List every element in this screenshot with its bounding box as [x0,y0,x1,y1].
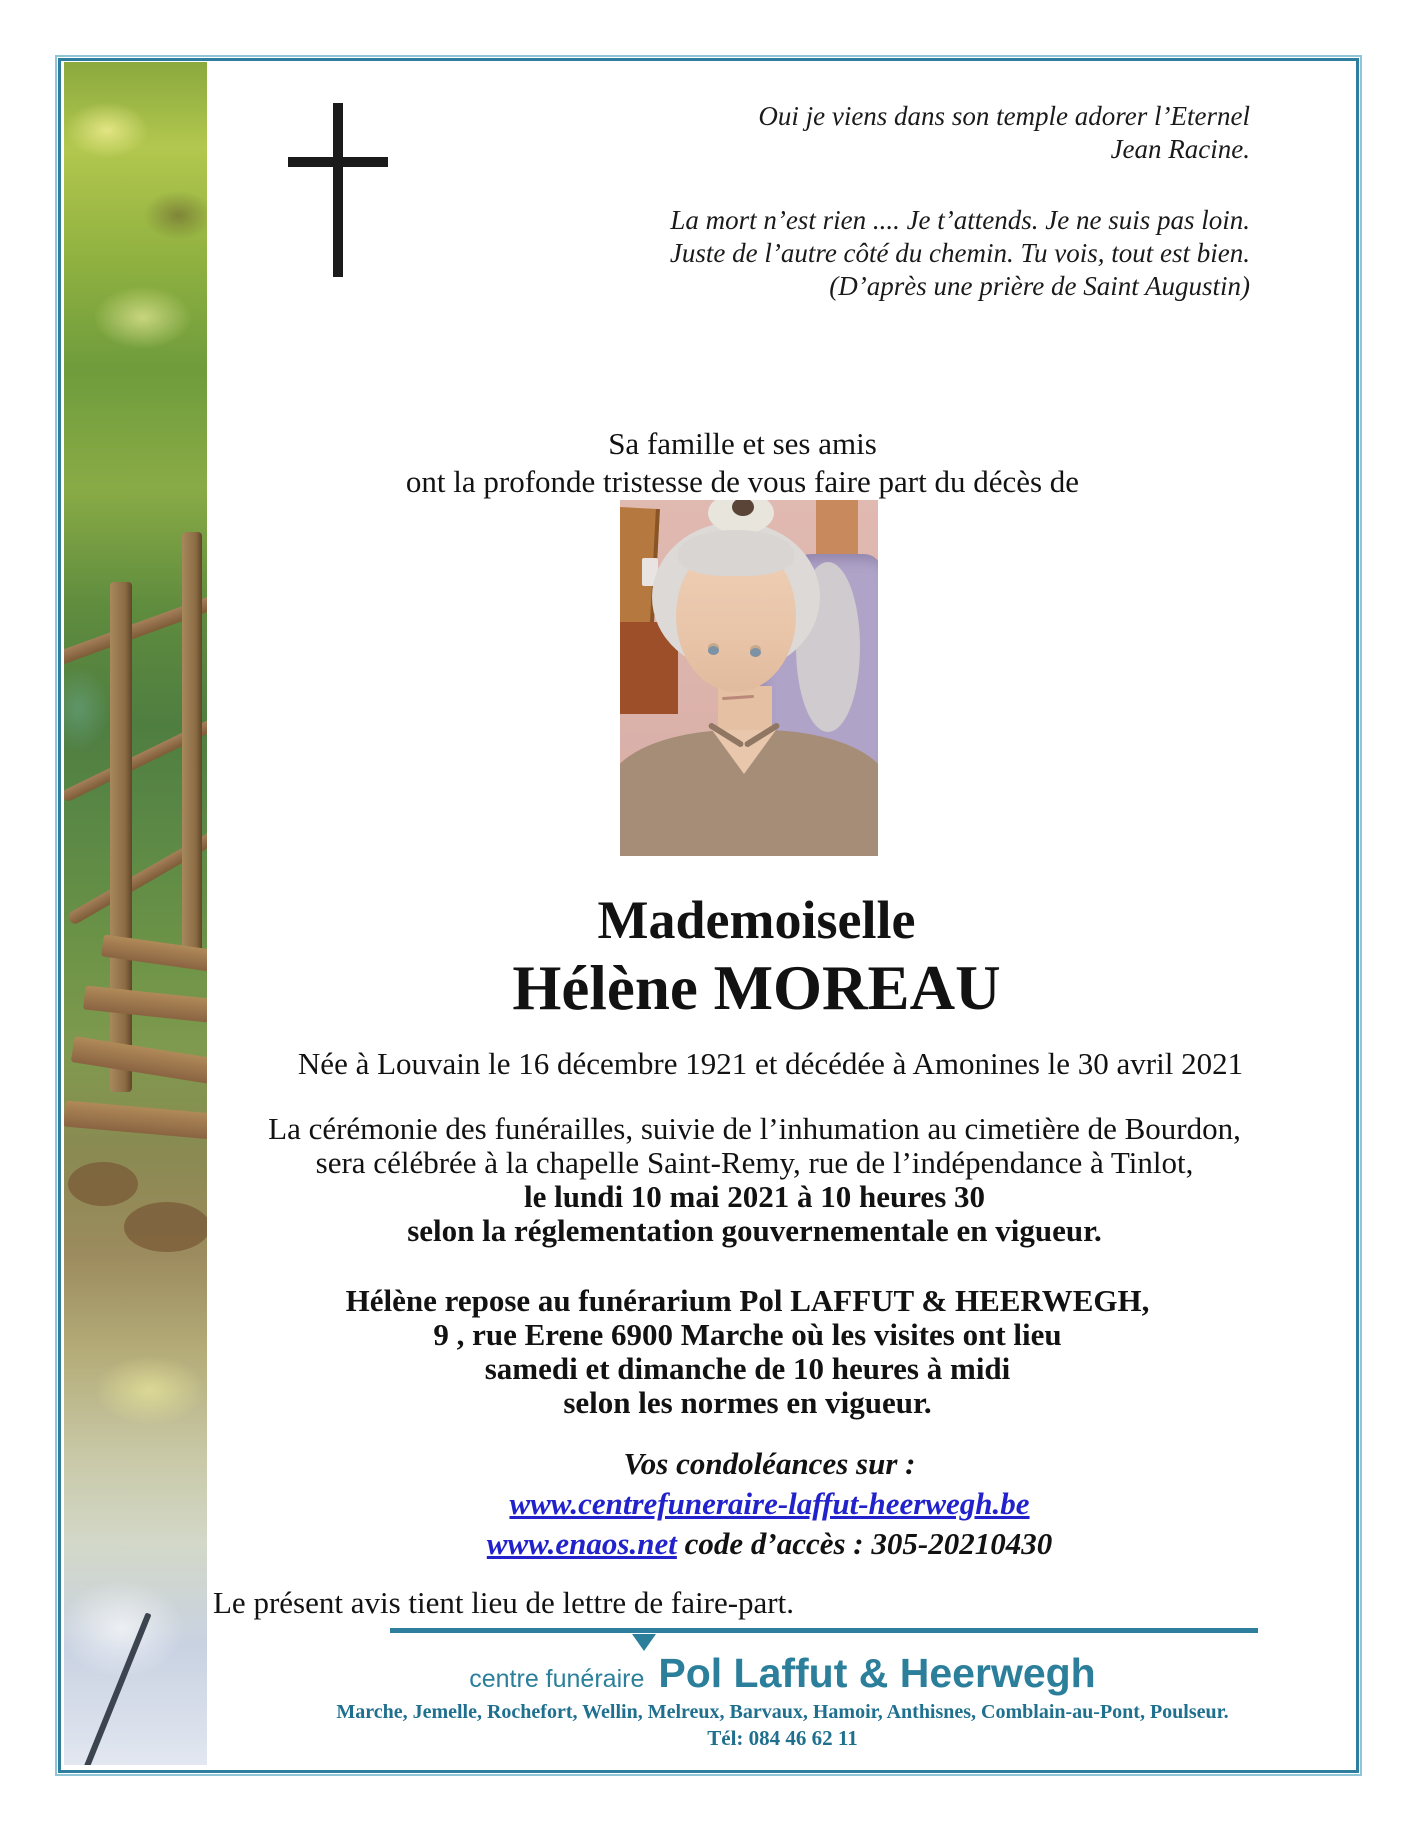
cross-horizontal-bar [288,157,388,167]
ceremony-regulation-line: selon la réglementation gouvernementale en vigueur. [407,1213,1102,1248]
deceased-portrait-photo [620,500,878,856]
condolences-intro: Vos condoléances sur : [623,1446,916,1481]
repose-line: 9 , rue Erene 6900 Marche où les visites ont lieu [433,1317,1062,1352]
condolences-link-enaos[interactable]: www.enaos.net [486,1526,677,1561]
quote-attribution: (D’après une prière de Saint Augustin) [829,271,1250,301]
ceremony-line: La cérémonie des funérailles, suivie de l’inhumation au cimetière de Bourdon, [268,1111,1241,1146]
photo-eye [708,646,719,655]
condolences-link-centrefuneraire[interactable]: www.centrefuneraire-laffut-heerwegh.be [509,1486,1030,1521]
river-bank-rock [68,1162,138,1206]
quote-line: La mort n’est rien .... Je t’attends. Je ne suis pas loin. [670,205,1250,235]
quotes-block [670,100,1250,303]
funeral-home-locations: Marche, Jemelle, Rochefort, Wellin, Melreux, Barvaux, Hamoir, Anthisnes, Comblain-au-Pont, Poulseur. [336,1701,1229,1723]
ceremony-block [177,1112,1332,1248]
photo-eye [750,648,761,657]
repose-line: samedi et dimanche de 10 heures à midi [484,1351,1011,1386]
faire-part-notice: Le présent avis tient lieu de lettre de faire-part. [213,1585,794,1620]
funeral-home-name: Pol Laffut & Heerwegh [658,1650,1095,1697]
announcement-line: Sa famille et ses amis [608,426,877,461]
funeral-home-logo-block [205,1650,1360,1751]
condolences-block [192,1444,1347,1564]
bridge-post [110,582,132,1092]
deceased-title: Mademoiselle [597,890,916,950]
quote-line: Juste de l’autre côté du chemin. Tu vois, tout est bien. [669,238,1250,268]
photo-hairline [678,530,794,576]
life-dates: Née à Louvain le 16 décembre 1921 et décédée à Amonines le 30 avril 2021 [297,1046,1244,1081]
triangle-down-icon [632,1634,656,1651]
ceremony-date-line: le lundi 10 mai 2021 à 10 heures 30 [523,1179,986,1214]
repose-block [170,1284,1325,1420]
condolences-access-code: code d’accès : 305-20210430 [676,1526,1053,1561]
funeral-home-phone: Tél: 084 46 62 11 [707,1726,858,1750]
repose-line: Hélène repose au funérarium Pol LAFFUT & HEERWEGH, [345,1283,1150,1318]
deceased-name: Hélène MOREAU [512,953,1001,1023]
announcement-block [165,425,1320,501]
footer-divider-rule [390,1628,1258,1633]
quote-attribution: Jean Racine. [1110,134,1250,164]
funeral-home-prefix: centre funéraire [469,1665,645,1693]
repose-line: selon les normes en vigueur. [563,1385,932,1420]
quote-line: Oui je viens dans son temple adorer l’Eternel [758,101,1250,131]
announcement-line: ont la profonde tristesse de vous faire part du décès de [405,464,1080,499]
ceremony-line: sera célébrée à la chapelle Saint-Remy, rue de l’indépendance à Tinlot, [315,1145,1194,1180]
deceased-name-block [179,888,1334,1024]
cross-vertical-bar [333,103,343,277]
